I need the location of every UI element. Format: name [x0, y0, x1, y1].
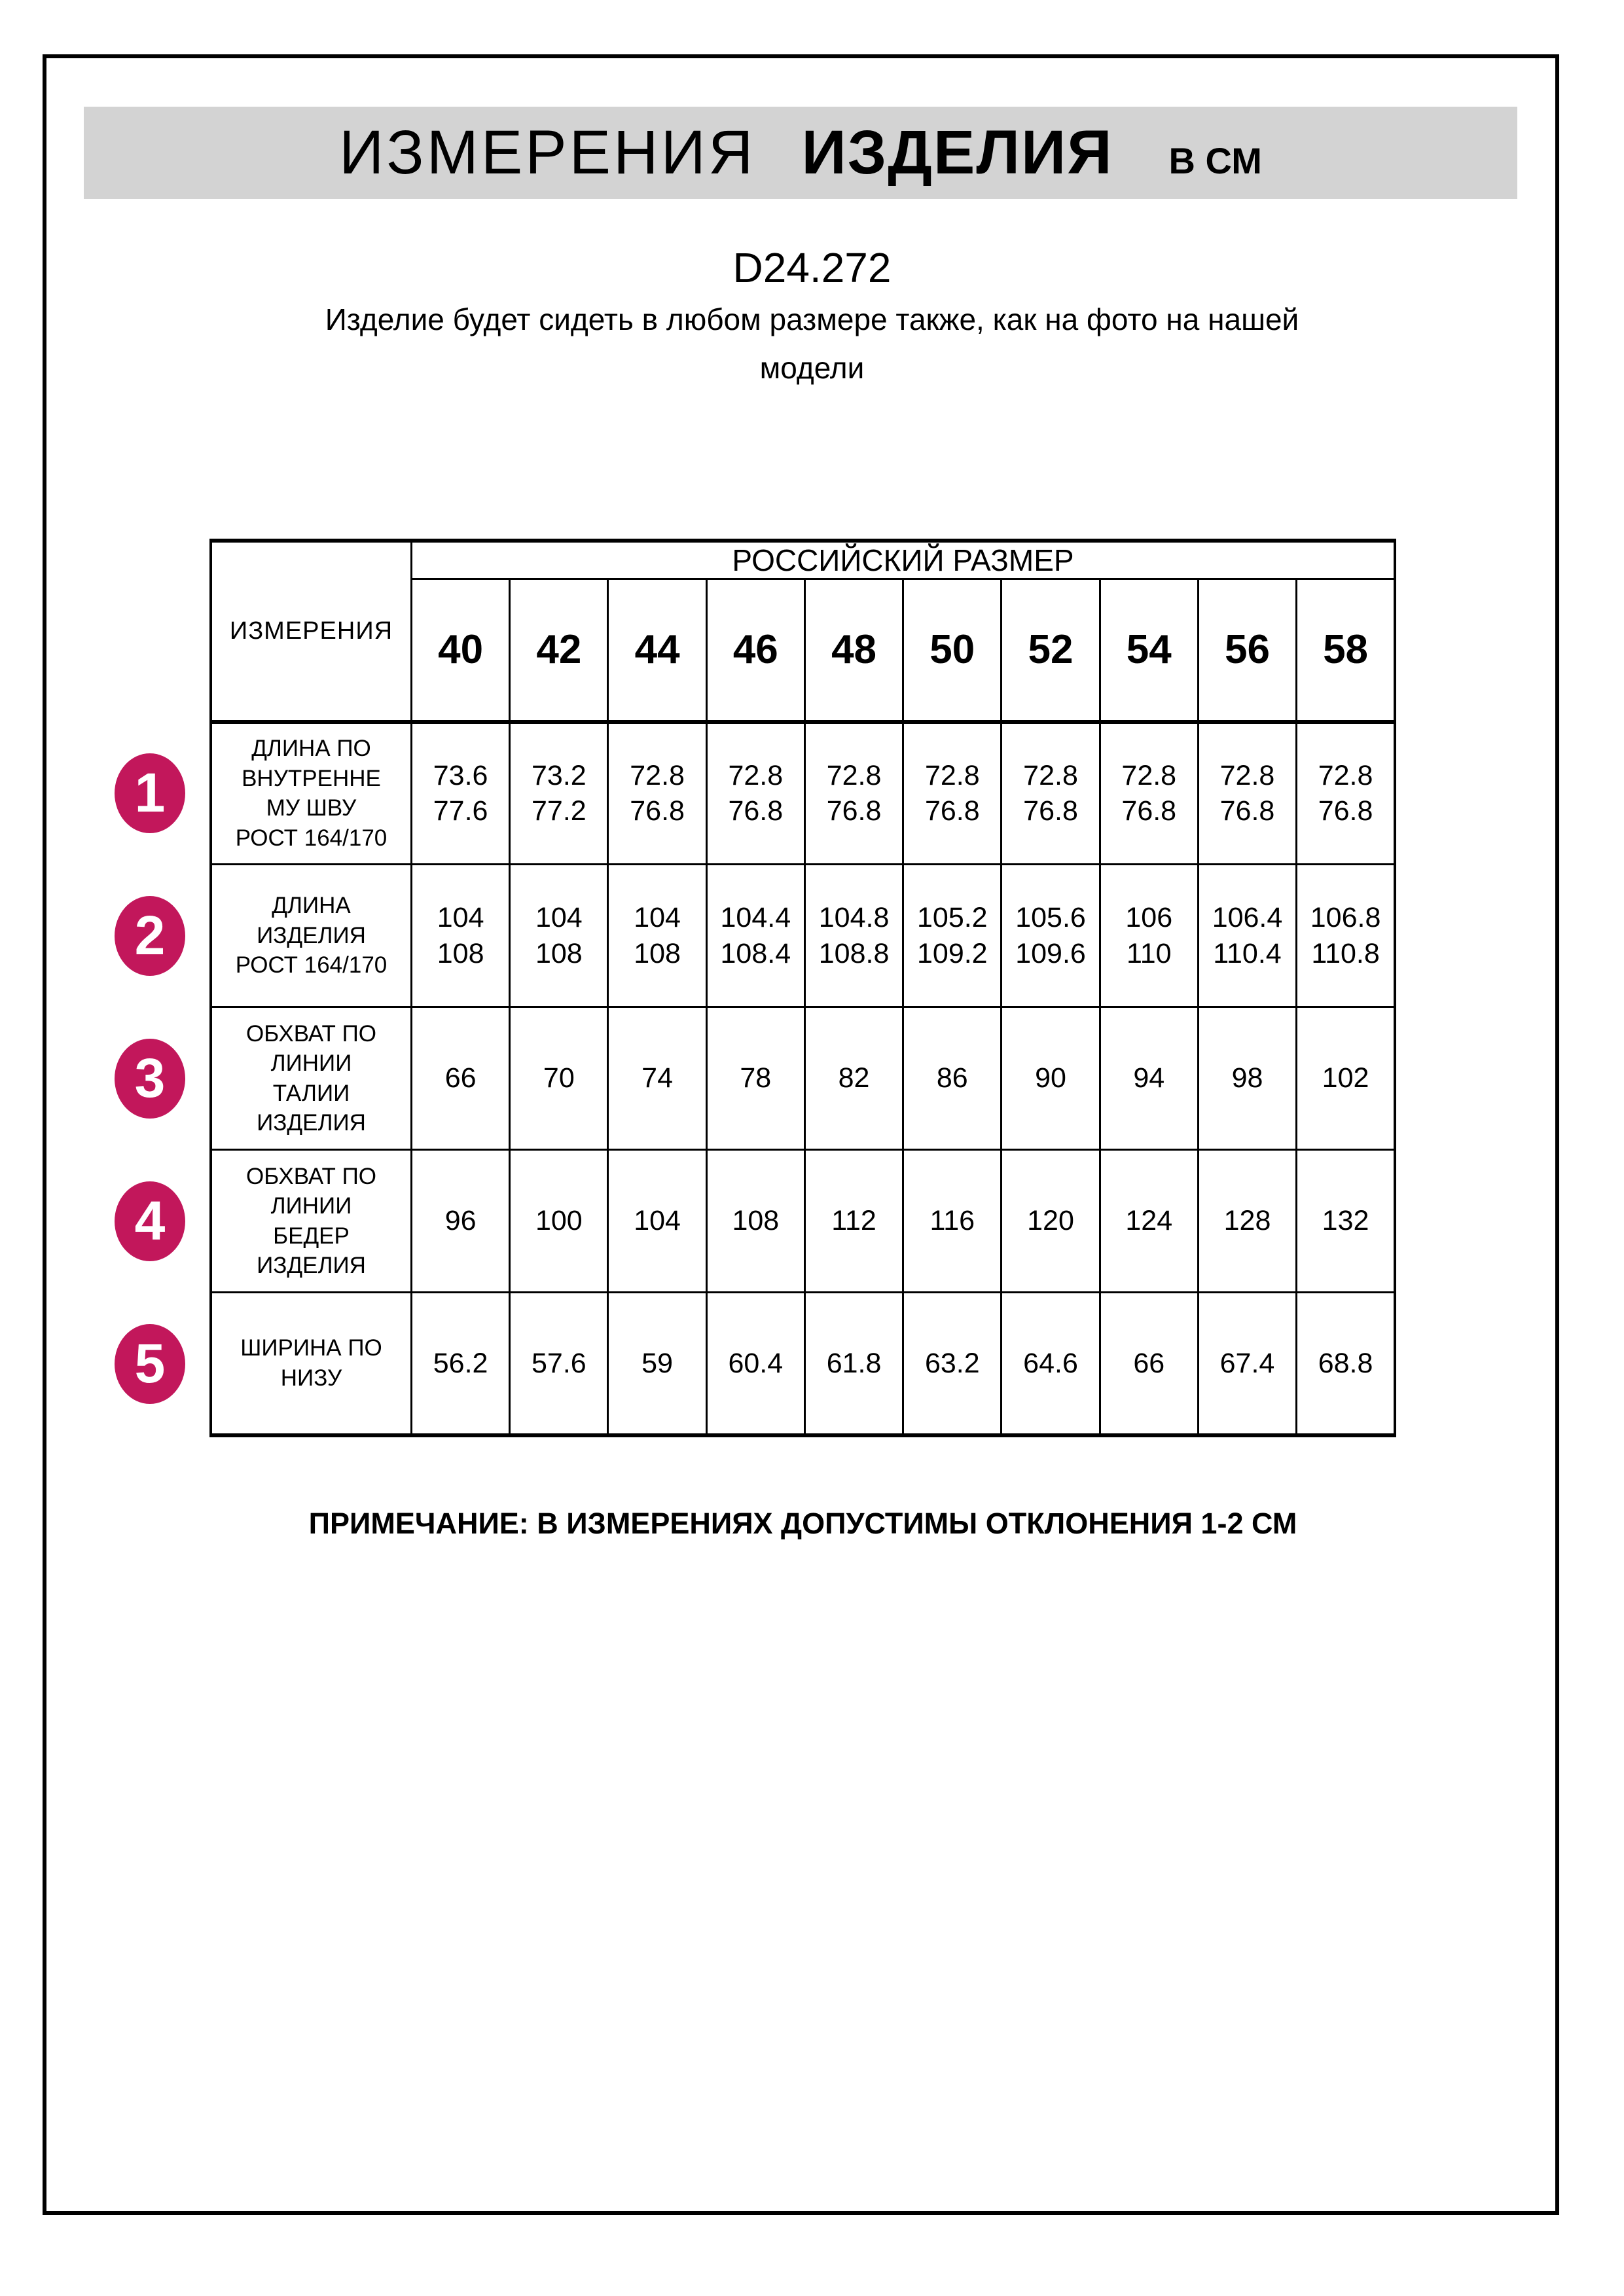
row-number-badge: 3 — [115, 1039, 185, 1119]
value-cell — [1001, 722, 1100, 865]
title-bar — [84, 107, 1517, 199]
value-line: 98 — [1231, 1062, 1263, 1094]
value-line: 102 — [1322, 1062, 1369, 1094]
size-column-header: 40 — [412, 579, 510, 722]
size-column-header: 44 — [608, 579, 706, 722]
value-cell — [412, 722, 510, 865]
value-cell — [510, 1293, 608, 1435]
row-label-line: ИЗДЕЛИЯ — [257, 922, 366, 948]
value-line: 82 — [838, 1062, 870, 1094]
value-line: 76.8 — [1023, 795, 1078, 827]
size-column-header: 56 — [1198, 579, 1296, 722]
value-cell — [1100, 1293, 1198, 1435]
size-column-header: 42 — [510, 579, 608, 722]
row-label-line: ДЛИНА — [272, 893, 351, 919]
value-cell — [412, 1007, 510, 1150]
value-line: 112 — [831, 1205, 876, 1237]
value-line: 72.8 — [1318, 760, 1373, 792]
table-body — [211, 722, 1395, 1435]
value-line: 104 — [437, 902, 484, 934]
value-line: 76.8 — [924, 795, 980, 827]
value-cell — [1001, 1150, 1100, 1293]
value-cell — [706, 722, 804, 865]
value-cell — [804, 1293, 903, 1435]
value-line: 110.4 — [1213, 937, 1282, 969]
value-line: 64.6 — [1023, 1347, 1078, 1379]
value-line: 90 — [1035, 1062, 1066, 1094]
measurement-row — [211, 1293, 1395, 1435]
value-line: 104.4 — [720, 902, 791, 934]
value-cell — [1297, 722, 1395, 865]
value-line: 104 — [535, 902, 583, 934]
value-cell — [510, 1150, 608, 1293]
value-cell — [608, 1150, 706, 1293]
row-label — [211, 1007, 412, 1150]
value-cell — [706, 1293, 804, 1435]
row-label-line: ИЗДЕЛИЯ — [257, 1253, 366, 1278]
value-line: 105.6 — [1015, 902, 1086, 934]
value-line: 128 — [1223, 1205, 1271, 1237]
value-line: 59 — [641, 1347, 673, 1379]
value-line: 108 — [437, 937, 484, 969]
value-line: 72.8 — [1121, 760, 1177, 792]
row-label-line: БЕДЕР — [273, 1223, 350, 1249]
value-line: 104 — [634, 902, 681, 934]
measurement-row — [211, 1007, 1395, 1150]
value-line: 72.8 — [826, 760, 882, 792]
value-line: 105.2 — [916, 902, 988, 934]
value-line: 72.8 — [924, 760, 980, 792]
value-line: 63.2 — [924, 1347, 980, 1379]
value-line: 66 — [1133, 1347, 1165, 1379]
value-cell — [1198, 1007, 1296, 1150]
value-line: 109.6 — [1015, 937, 1086, 969]
value-line: 77.6 — [433, 795, 488, 827]
value-line: 108 — [634, 937, 681, 969]
value-line: 56.2 — [433, 1347, 488, 1379]
value-cell — [804, 722, 903, 865]
value-line: 68.8 — [1318, 1347, 1373, 1379]
row-label-line: ОБХВАТ ПО — [245, 1020, 377, 1047]
row-label-line: ЛИНИИ — [270, 1050, 352, 1076]
value-cell — [1001, 1293, 1100, 1435]
value-line: 76.8 — [728, 795, 784, 827]
value-line: 106.4 — [1212, 902, 1283, 934]
value-cell — [1198, 722, 1296, 865]
value-line: 76.8 — [1219, 795, 1275, 827]
row-label-line: ДЛИНА ПО — [251, 736, 371, 762]
row-label — [211, 1293, 412, 1435]
value-line: 72.8 — [630, 760, 685, 792]
value-cell — [804, 865, 903, 1007]
value-line: 110 — [1126, 937, 1172, 969]
value-line: 116 — [929, 1205, 975, 1237]
value-cell — [1297, 1007, 1395, 1150]
value-line: 96 — [444, 1205, 477, 1237]
value-line: 73.2 — [532, 760, 586, 792]
value-cell — [903, 722, 1001, 865]
value-line: 132 — [1322, 1205, 1369, 1237]
value-line: 76.8 — [826, 795, 882, 827]
value-line: 72.8 — [728, 760, 784, 792]
measurement-row — [211, 722, 1395, 865]
value-line: 74 — [641, 1062, 673, 1094]
value-cell — [1100, 865, 1198, 1007]
value-cell — [1100, 1150, 1198, 1293]
row-label-line: ТАЛИИ — [272, 1080, 350, 1106]
value-cell — [412, 865, 510, 1007]
value-cell — [510, 722, 608, 865]
row-label-line: ВНУТРЕННЕ — [242, 765, 381, 791]
value-cell — [412, 1150, 510, 1293]
row-number-badge: 1 — [115, 753, 185, 833]
value-cell — [412, 1293, 510, 1435]
value-cell — [608, 865, 706, 1007]
subtitle-line: модели — [759, 350, 865, 385]
note: ПРИМЕЧАНИЕ: В ИЗМЕРЕНИЯХ ДОПУСТИМЫ ОТКЛОНЕНИЯ 1-2 СМ — [308, 1507, 1297, 1540]
size-column-header: 46 — [706, 579, 804, 722]
measurement-row — [211, 1150, 1395, 1293]
value-line: 72.8 — [1023, 760, 1078, 792]
value-line: 100 — [535, 1205, 583, 1237]
title-word-product: ИЗДЕЛИЯ — [801, 118, 1113, 187]
value-cell — [1198, 1150, 1296, 1293]
title-units: В СМ — [1168, 140, 1262, 181]
value-line: 104 — [634, 1205, 681, 1237]
value-line: 109.2 — [916, 937, 988, 969]
value-cell — [706, 1150, 804, 1293]
model-number: D24.272 — [732, 244, 892, 291]
row-label-line: РОСТ 164/170 — [235, 952, 388, 978]
value-line: 108 — [732, 1205, 780, 1237]
row-label-line: НИЗУ — [280, 1365, 342, 1391]
row-label-line: ОБХВАТ ПО — [245, 1163, 377, 1189]
value-line: 108 — [535, 937, 583, 969]
value-line: 124 — [1125, 1205, 1173, 1237]
size-column-header: 54 — [1100, 579, 1198, 722]
value-cell — [1001, 1007, 1100, 1150]
value-cell — [608, 722, 706, 865]
value-line: 108.4 — [720, 937, 791, 969]
value-cell — [510, 865, 608, 1007]
corner-header: ИЗМЕРЕНИЯ — [211, 541, 412, 722]
size-column-header: 50 — [903, 579, 1001, 722]
value-cell — [903, 1007, 1001, 1150]
value-line: 108.8 — [818, 937, 890, 969]
value-line: 104.8 — [818, 902, 890, 934]
size-column-header: 52 — [1001, 579, 1100, 722]
row-number-badge: 5 — [115, 1324, 185, 1404]
value-line: 66 — [444, 1062, 477, 1094]
value-cell — [706, 865, 804, 1007]
value-line: 106.8 — [1310, 902, 1381, 934]
subtitle — [0, 296, 1624, 392]
value-cell — [1297, 1293, 1395, 1435]
value-line: 78 — [740, 1062, 772, 1094]
value-line: 110.8 — [1311, 937, 1380, 969]
value-cell — [1297, 1150, 1395, 1293]
value-line: 73.6 — [433, 760, 488, 792]
size-group-header: РОССИЙСКИЙ РАЗМЕР — [412, 541, 1396, 579]
value-cell — [608, 1293, 706, 1435]
value-line: 61.8 — [826, 1347, 882, 1379]
row-number-badge: 4 — [115, 1181, 185, 1261]
size-table — [209, 539, 1396, 1437]
row-label-line: ЛИНИИ — [270, 1193, 352, 1219]
value-cell — [706, 1007, 804, 1150]
row-label — [211, 722, 412, 865]
value-line: 76.8 — [1121, 795, 1177, 827]
row-label — [211, 865, 412, 1007]
measurement-row — [211, 865, 1395, 1007]
row-number-badge: 2 — [115, 896, 185, 976]
title-word-measurements: ИЗМЕРЕНИЯ — [339, 118, 756, 187]
value-cell — [608, 1007, 706, 1150]
row-label-line: МУ ШВУ — [266, 795, 357, 821]
value-line: 86 — [936, 1062, 968, 1094]
row-label-line: ИЗДЕЛИЯ — [257, 1110, 366, 1136]
value-line: 67.4 — [1219, 1347, 1275, 1379]
value-cell — [1100, 1007, 1198, 1150]
value-cell — [804, 1150, 903, 1293]
value-cell — [1100, 722, 1198, 865]
value-cell — [1001, 865, 1100, 1007]
value-line: 94 — [1133, 1062, 1165, 1094]
value-cell — [1198, 865, 1296, 1007]
value-line: 72.8 — [1219, 760, 1275, 792]
value-cell — [510, 1007, 608, 1150]
size-column-header: 48 — [804, 579, 903, 722]
value-line: 70 — [543, 1062, 575, 1094]
size-column-header: 58 — [1297, 579, 1395, 722]
value-cell — [903, 1293, 1001, 1435]
value-line: 57.6 — [532, 1347, 586, 1379]
subtitle-line: Изделие будет сидеть в любом размере также, как на фото на нашей — [325, 302, 1299, 336]
row-label-line: ШИРИНА ПО — [240, 1335, 382, 1361]
value-cell — [1198, 1293, 1296, 1435]
value-line: 77.2 — [532, 795, 586, 827]
size-group-header-row — [211, 541, 1395, 579]
value-line: 60.4 — [728, 1347, 784, 1379]
value-cell — [903, 1150, 1001, 1293]
value-line: 76.8 — [630, 795, 685, 827]
value-cell — [1297, 865, 1395, 1007]
value-cell — [903, 865, 1001, 1007]
value-line: 120 — [1027, 1205, 1074, 1237]
row-label — [211, 1150, 412, 1293]
value-cell — [804, 1007, 903, 1150]
row-label-line: РОСТ 164/170 — [235, 825, 388, 851]
value-line: 76.8 — [1318, 795, 1373, 827]
value-line: 106 — [1125, 902, 1173, 934]
